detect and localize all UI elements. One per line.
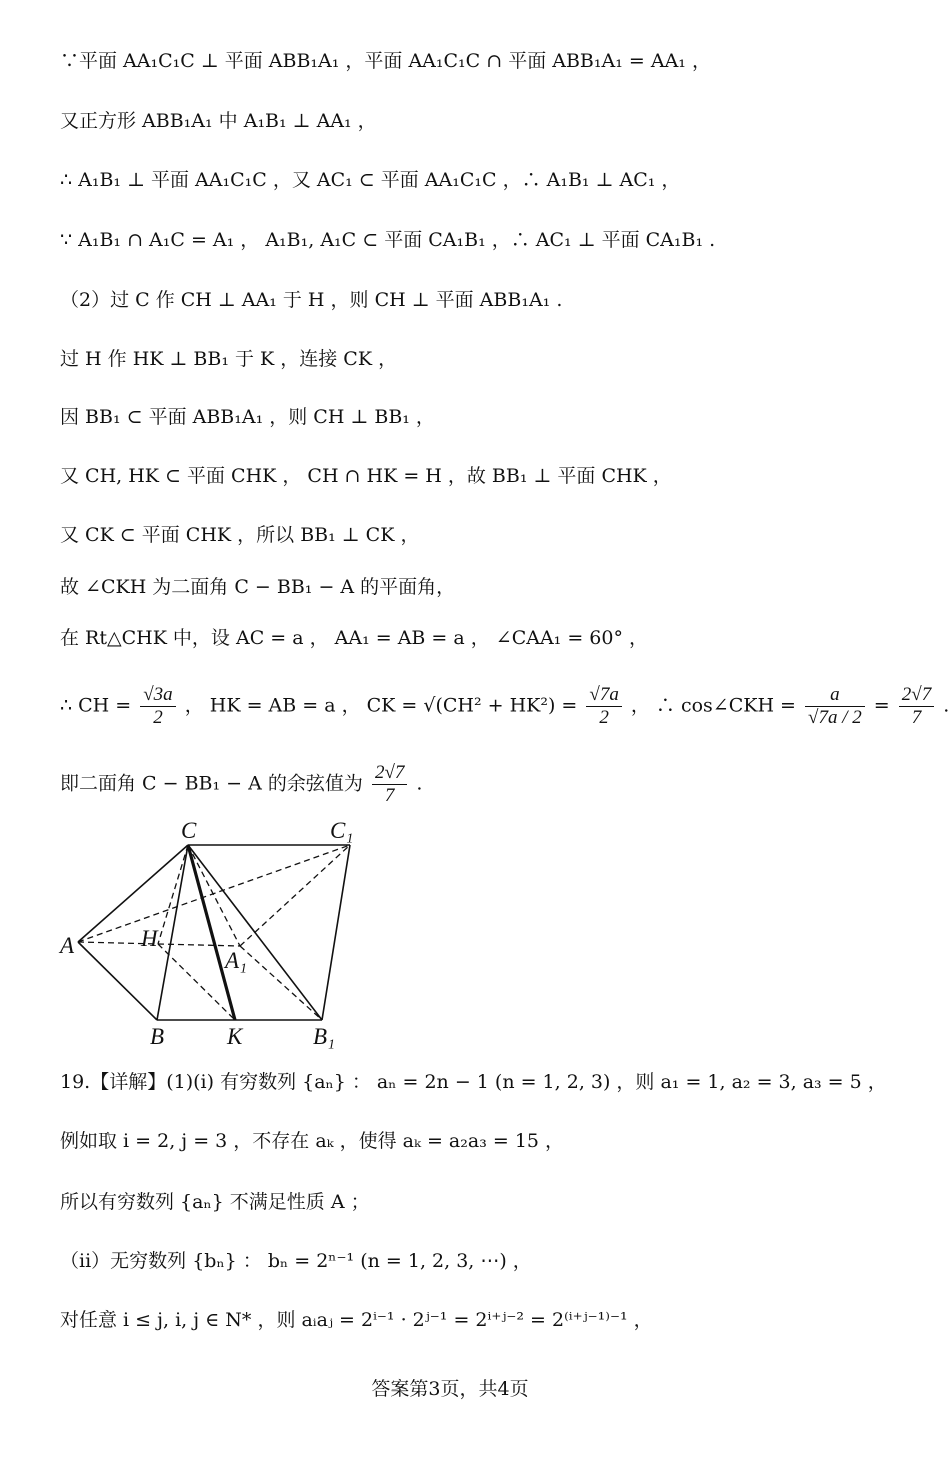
solid-edges xyxy=(78,845,350,1020)
label-a: A xyxy=(60,933,75,958)
label-c: C xyxy=(181,818,197,843)
label-h: H xyxy=(141,926,158,951)
text-line-11: 在 Rt△CHK 中，设 AC = a ， AA₁ = AB = a ， ∠CAA₁ = 60° ， xyxy=(60,627,649,649)
geometry-figure xyxy=(55,812,375,1052)
dashed-ca1 xyxy=(188,845,240,946)
text-line-6: 过 H 作 HK ⊥ BB₁ 于 K ，连接 CK ， xyxy=(60,348,398,370)
fraction-result-den: 7 xyxy=(911,707,922,728)
dashed-a1b1 xyxy=(240,946,322,1020)
fraction-ck-num: √7a xyxy=(586,684,621,707)
segment-ck xyxy=(188,845,235,1020)
text-line-16: 所以有穷数列 {aₙ} 不满足性质 A ； xyxy=(60,1191,370,1213)
fraction-ch-num: √3a xyxy=(140,684,175,707)
label-a1: A₁ xyxy=(225,948,248,973)
text-line-14: 19.【详解】(1)(i) 有穷数列 {aₙ} ： aₙ = 2n − 1 (n = 1, 2, 3) ，则 a₁ = 1, a₂ = 3, a₃ = 5 ， xyxy=(60,1071,887,1093)
page-footer: 答案第3页，共4页 xyxy=(371,1378,529,1400)
dashed-edges xyxy=(78,845,350,1020)
label-k: K xyxy=(227,1024,243,1049)
fraction-answer-den: 7 xyxy=(384,785,395,806)
dashed-ac1 xyxy=(78,845,350,942)
line12-part3: ， ∴ cos∠CKH = xyxy=(630,694,796,717)
text-line-17: （ii）无穷数列 {bₙ} ： bₙ = 2ⁿ⁻¹ (n = 1, 2, 3, ⋯) ， xyxy=(60,1250,532,1272)
fraction-ch xyxy=(140,684,175,729)
fraction-result-num: 2√7 xyxy=(899,684,934,707)
line12-part5: . xyxy=(943,694,949,717)
text-line-9: 又 CK ⊂ 平面 CHK ，所以 BB₁ ⊥ CK ， xyxy=(60,524,420,546)
edge-ac xyxy=(78,845,188,942)
text-line-12 xyxy=(60,684,949,729)
fraction-answer-num: 2√7 xyxy=(372,762,407,785)
text-line-1: ∵平面 AA₁C₁C ⊥ 平面 ABB₁A₁ ，平面 AA₁C₁C ∩ 平面 ABB₁A₁ = AA₁ ， xyxy=(60,50,711,72)
text-line-15: 例如取 i = 2, j = 3 ，不存在 aₖ ，使得 aₖ = a₂a₃ = 15 ， xyxy=(60,1130,565,1152)
text-line-8: 又 CH, HK ⊂ 平面 CHK ， CH ∩ HK = H ，故 BB₁ ⊥ 平面 CHK ， xyxy=(60,465,672,487)
dashed-a1c1 xyxy=(240,845,350,946)
line12-part4: = xyxy=(873,694,890,717)
text-line-2: 又正方形 ABB₁A₁ 中 A₁B₁ ⊥ AA₁ ， xyxy=(60,110,377,132)
fraction-cos-den: √7a / 2 xyxy=(808,707,862,728)
line12-part2: ， HK = AB = a ， CK = √(CH² + HK²) = xyxy=(184,694,578,717)
label-b1: B₁ xyxy=(313,1024,336,1049)
fraction-result xyxy=(899,684,934,729)
fraction-ck-den: 2 xyxy=(599,707,609,728)
line12-part1: ∴ CH = xyxy=(60,694,132,717)
fraction-cos xyxy=(805,684,865,729)
line13-part2: . xyxy=(416,772,423,795)
text-line-13 xyxy=(60,762,422,807)
edge-ab xyxy=(78,942,157,1020)
fraction-ch-den: 2 xyxy=(153,707,163,728)
text-line-10: 故 ∠CKH 为二面角 C − BB₁ − A 的平面角， xyxy=(60,576,456,598)
line13-part1: 即二面角 C − BB₁ − A 的余弦值为 xyxy=(60,772,363,795)
text-line-18: 对任意 i ≤ j, i, j ∈ N* ，则 aᵢaⱼ = 2ⁱ⁻¹ · 2ʲ⁻¹ = 2ⁱ⁺ʲ⁻² = 2⁽ⁱ⁺ʲ⁻¹⁾⁻¹ ， xyxy=(60,1309,653,1331)
text-line-4: ∵ A₁B₁ ∩ A₁C = A₁ ， A₁B₁, A₁C ⊂ 平面 CA₁B₁ ，∴ AC₁ ⊥ 平面 CA₁B₁ . xyxy=(60,229,716,251)
edge-c1b1 xyxy=(322,845,350,1020)
fraction-cos-num: a xyxy=(805,684,865,707)
label-c1: C₁ xyxy=(330,818,354,843)
text-line-7: 因 BB₁ ⊂ 平面 ABB₁A₁ ，则 CH ⊥ BB₁ ， xyxy=(60,406,435,428)
text-line-3: ∴ A₁B₁ ⊥ 平面 AA₁C₁C ，又 AC₁ ⊂ 平面 AA₁C₁C ，∴ A₁B₁ ⊥ AC₁ ， xyxy=(60,169,681,191)
fraction-answer xyxy=(372,762,407,807)
fraction-ck xyxy=(586,684,621,729)
text-line-5: （2）过 C 作 CH ⊥ AA₁ 于 H ，则 CH ⊥ 平面 ABB₁A₁ . xyxy=(60,289,563,311)
label-b: B xyxy=(150,1024,165,1049)
